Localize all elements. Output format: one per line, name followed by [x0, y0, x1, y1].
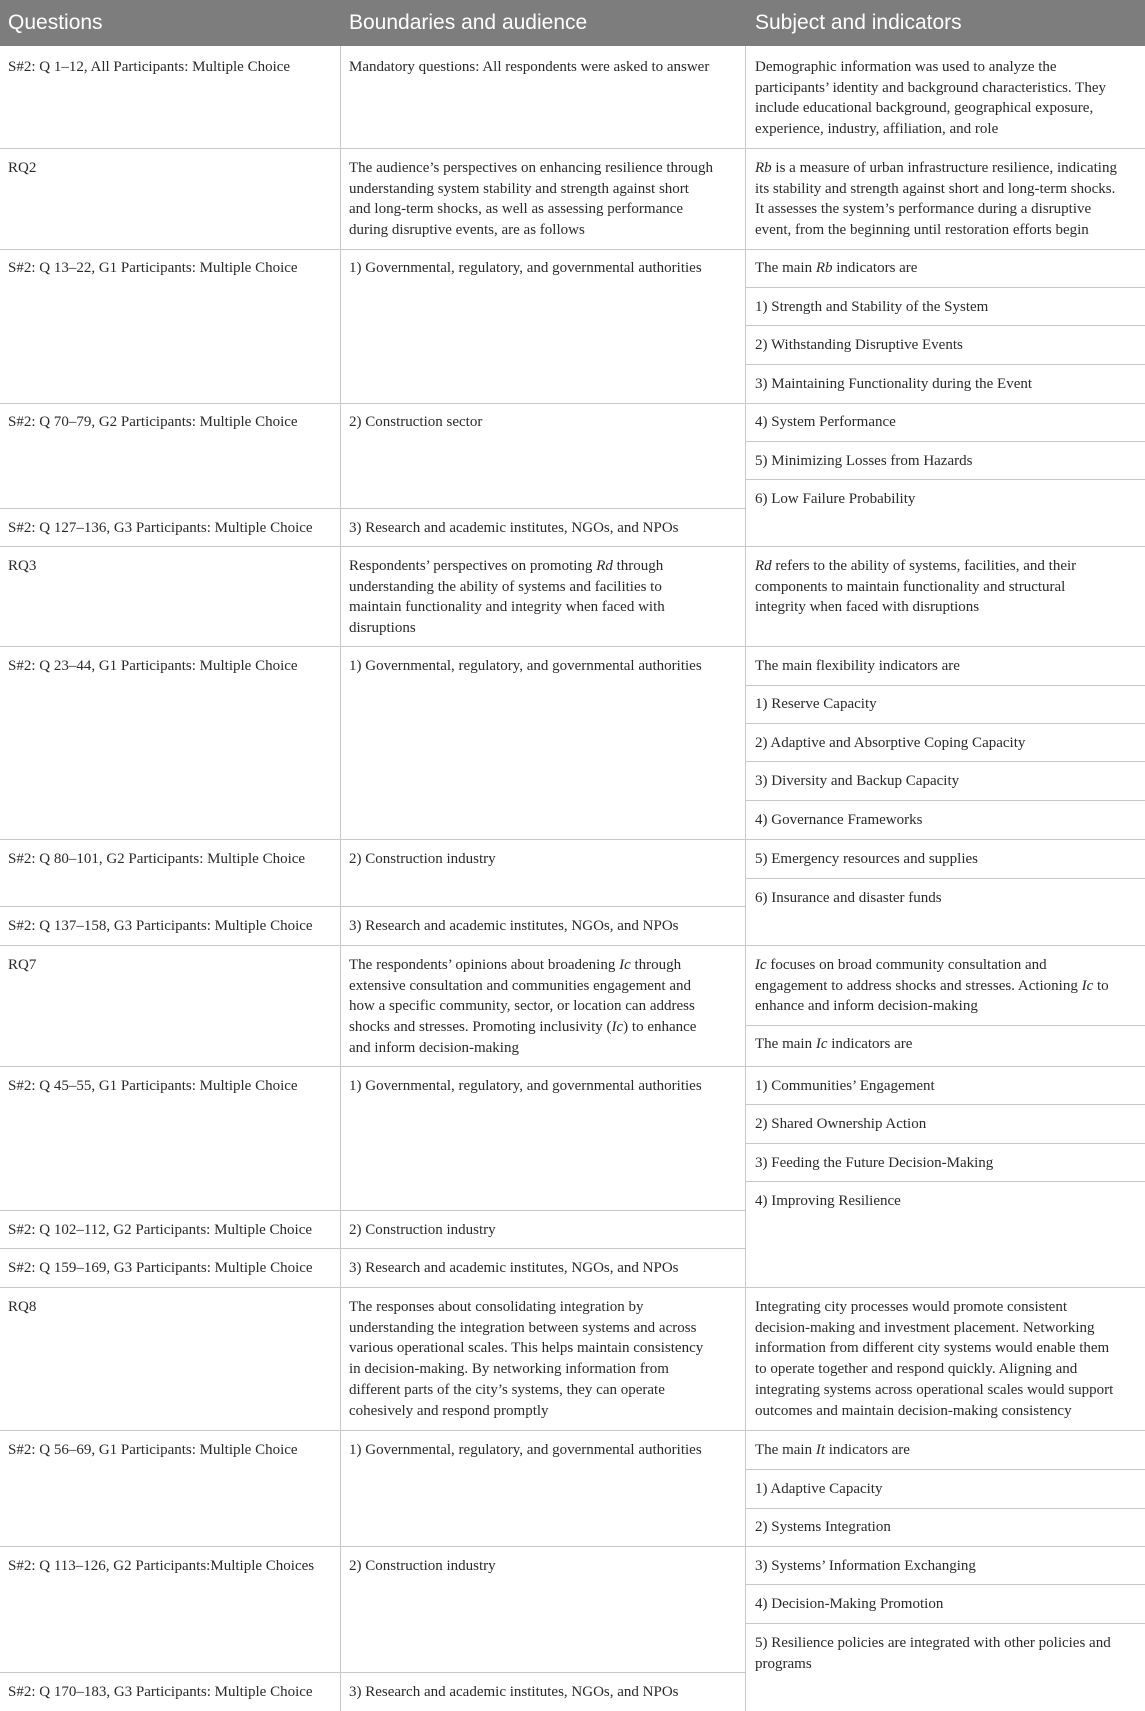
- row-divider: [0, 403, 1145, 404]
- rq8-question-g1: S#2: Q 56–69, G1 Participants: Multiple Choice: [8, 1442, 298, 1458]
- rq7-indicator: 1) Communities’ Engagement: [755, 1078, 935, 1094]
- rq3-indicator: 1) Reserve Capacity: [755, 696, 877, 712]
- rq3-indicators-intro: The main flexibility indicators are: [755, 658, 960, 674]
- header-questions: Questions: [8, 11, 103, 34]
- header-boundaries-audience: Boundaries and audience: [349, 11, 588, 34]
- rq7-indicator: 3) Feeding the Future Decision-Making: [755, 1155, 994, 1171]
- column-divider-1: [340, 46, 341, 1711]
- row-divider: [0, 945, 1145, 946]
- rq7-audience-g2: 2) Construction industry: [349, 1222, 496, 1238]
- cell-divider: [0, 1672, 745, 1673]
- cell-divider: [745, 287, 1145, 288]
- row-divider: [0, 249, 1145, 250]
- rq2-audience-g2: 2) Construction sector: [349, 414, 483, 430]
- row-divider: [0, 1287, 1145, 1288]
- rq2-indicator: 4) System Performance: [755, 414, 896, 430]
- rq3-question-g2: S#2: Q 80–101, G2 Participants: Multiple Choice: [8, 851, 306, 867]
- row-divider: [0, 839, 1145, 840]
- cell-divider: [745, 723, 1145, 724]
- cell-divider: [745, 1104, 1145, 1105]
- rq3-label: RQ3: [8, 558, 37, 574]
- rq3-audience-g1: 1) Governmental, regulatory, and governmental authorities: [349, 658, 702, 674]
- row-divider: [0, 1430, 1145, 1431]
- row-divider: [0, 1066, 1145, 1067]
- cell-divider: [0, 1248, 745, 1249]
- cell-divider: [745, 1623, 1145, 1624]
- cell-divider: [745, 325, 1145, 326]
- rq3-question-g1: S#2: Q 23–44, G1 Participants: Multiple Choice: [8, 658, 298, 674]
- rq7-audience-g1: 1) Governmental, regulatory, and governmental authorities: [349, 1078, 702, 1094]
- rq3-indicator: 6) Insurance and disaster funds: [755, 890, 942, 906]
- rq3-indicator: 5) Emergency resources and supplies: [755, 851, 978, 867]
- rq2-indicator: 5) Minimizing Losses from Hazards: [755, 453, 973, 469]
- rq7-label: RQ7: [8, 957, 37, 973]
- cell-divider: [745, 1025, 1145, 1026]
- cell-divider: [745, 761, 1145, 762]
- rq3-audience-g2: 2) Construction industry: [349, 851, 496, 867]
- cell-divider: [0, 508, 745, 509]
- rq3-question-g3: S#2: Q 137–158, G3 Participants: Multiple Choice: [8, 918, 313, 934]
- rq8-label: RQ8: [8, 1299, 37, 1315]
- rq7-indicator: 2) Shared Ownership Action: [755, 1116, 927, 1132]
- cell-divider: [745, 1181, 1145, 1182]
- rq3-subject: Rd refers to the ability of systems, facilities, and their components to maintain functionality and structural integrity when faced with disruptions: [755, 558, 1077, 616]
- row-divider: [0, 546, 1145, 547]
- cell-divider: [745, 1584, 1145, 1585]
- rq7-subject: Ic focuses on broad community consultation and engagement to address shocks and stresses. Actioning Ic to enhance and inform decision-making: [755, 957, 1109, 1015]
- row-divider: [0, 148, 1145, 149]
- rq8-audience: The responses about consolidating integration by understanding the integration between systems and across various operational scales. This helps maintain consistency in decision-making. By networking information from different parts of the city’s systems, they can operate cohesively and respond promptly: [349, 1299, 704, 1419]
- rq8-indicators-intro: The main It indicators are: [755, 1442, 910, 1458]
- rq2-audience-g1: 1) Governmental, regulatory, and governmental authorities: [349, 260, 702, 276]
- rq8-question-g2: S#2: Q 113–126, G2 Participants:Multiple Choices: [8, 1558, 315, 1574]
- rq2-indicator: 2) Withstanding Disruptive Events: [755, 337, 963, 353]
- cell-divider: [745, 1143, 1145, 1144]
- rq2-indicator: 1) Strength and Stability of the System: [755, 299, 989, 315]
- rq8-audience-g3: 3) Research and academic institutes, NGOs, and NPOs: [349, 1684, 679, 1700]
- rq8-indicator: 4) Decision-Making Promotion: [755, 1596, 944, 1612]
- rq7-indicator: 4) Improving Resilience: [755, 1193, 901, 1209]
- rq2-question-g3: S#2: Q 127–136, G3 Participants: Multiple Choice: [8, 520, 313, 536]
- rq7-audience: The respondents’ opinions about broadening Ic through extensive consultation and communities engagement and how a specific community, sector, or location can address shocks and stresses. Promoting inclusivity (Ic) to enhance and inform decision-making: [349, 957, 697, 1056]
- cell-divider: [745, 364, 1145, 365]
- cell-divider: [0, 1210, 745, 1211]
- cell-divider: [745, 878, 1145, 879]
- rq7-question-g2: S#2: Q 102–112, G2 Participants: Multiple Choice: [8, 1222, 313, 1238]
- demographic-question: S#2: Q 1–12, All Participants: Multiple Choice: [8, 59, 291, 75]
- rq7-indicators-intro: The main Ic indicators are: [755, 1036, 913, 1052]
- rq3-indicator: 2) Adaptive and Absorptive Coping Capacity: [755, 735, 1026, 751]
- rq2-audience: The audience’s perspectives on enhancing resilience through understanding system stability and strength against short and long-term shocks, as well as assessing performance during disruptive events, are as follows: [349, 160, 714, 239]
- row-divider: [0, 1546, 1145, 1547]
- rq2-indicator: 3) Maintaining Functionality during the Event: [755, 376, 1033, 392]
- rq8-indicator: 2) Systems Integration: [755, 1519, 891, 1535]
- cell-divider: [745, 479, 1145, 480]
- row-divider: [0, 646, 1145, 647]
- rq3-indicator: 4) Governance Frameworks: [755, 812, 923, 828]
- table-header: [0, 0, 1145, 46]
- rq8-indicator: 1) Adaptive Capacity: [755, 1481, 883, 1497]
- cell-divider: [0, 906, 745, 907]
- rq8-question-g3: S#2: Q 170–183, G3 Participants: Multiple Choice: [8, 1684, 313, 1700]
- demographic-audience: Mandatory questions: All respondents were asked to answer: [349, 59, 710, 75]
- rq8-indicator: 5) Resilience policies are integrated with other policies and programs: [755, 1635, 1111, 1672]
- cell-divider: [745, 441, 1145, 442]
- rq8-audience-g2: 2) Construction industry: [349, 1558, 496, 1574]
- rq3-audience: Respondents’ perspectives on promoting Rd through understanding the ability of systems and facilities to maintain functionality and integrity when faced with disruptions: [349, 558, 665, 637]
- cell-divider: [745, 685, 1145, 686]
- rq7-audience-g3: 3) Research and academic institutes, NGOs, and NPOs: [349, 1260, 679, 1276]
- rq8-audience-g1: 1) Governmental, regulatory, and governmental authorities: [349, 1442, 702, 1458]
- rq7-question-g1: S#2: Q 45–55, G1 Participants: Multiple Choice: [8, 1078, 298, 1094]
- rq3-indicator: 3) Diversity and Backup Capacity: [755, 773, 960, 789]
- rq7-question-g3: S#2: Q 159–169, G3 Participants: Multiple Choice: [8, 1260, 313, 1276]
- rq2-question-g2: S#2: Q 70–79, G2 Participants: Multiple Choice: [8, 414, 298, 430]
- header-subject-indicators: Subject and indicators: [755, 11, 962, 34]
- rq3-audience-g3: 3) Research and academic institutes, NGOs, and NPOs: [349, 918, 679, 934]
- cell-divider: [745, 800, 1145, 801]
- demographic-subject: Demographic information was used to analyze the participants’ identity and background characteristics. They include educational background, geographical exposure, experience, industry, affiliation, and role: [755, 59, 1106, 138]
- rq2-indicator: 6) Low Failure Probability: [755, 491, 916, 507]
- rq2-indicators-intro: The main Rb indicators are: [755, 260, 918, 276]
- rq2-subject: Rb is a measure of urban infrastructure resilience, indicating its stability and strength against short and long-term shocks. It assesses the system’s performance during a disruptive event, from the beginning until restoration efforts begin: [755, 160, 1117, 239]
- rq2-question-g1: S#2: Q 13–22, G1 Participants: Multiple Choice: [8, 260, 298, 276]
- rq2-label: RQ2: [8, 160, 37, 176]
- cell-divider: [745, 1469, 1145, 1470]
- cell-divider: [745, 1508, 1145, 1509]
- rq8-indicator: 3) Systems’ Information Exchanging: [755, 1558, 976, 1574]
- rq2-audience-g3: 3) Research and academic institutes, NGOs, and NPOs: [349, 520, 679, 536]
- rq8-subject: Integrating city processes would promote consistent decision-making and investment placement. Networking information from different city systems would enable them to operate together and respond quickly. Aligning and integrating systems across operational scales would support outcomes and maintain decision-making consistency: [755, 1299, 1114, 1419]
